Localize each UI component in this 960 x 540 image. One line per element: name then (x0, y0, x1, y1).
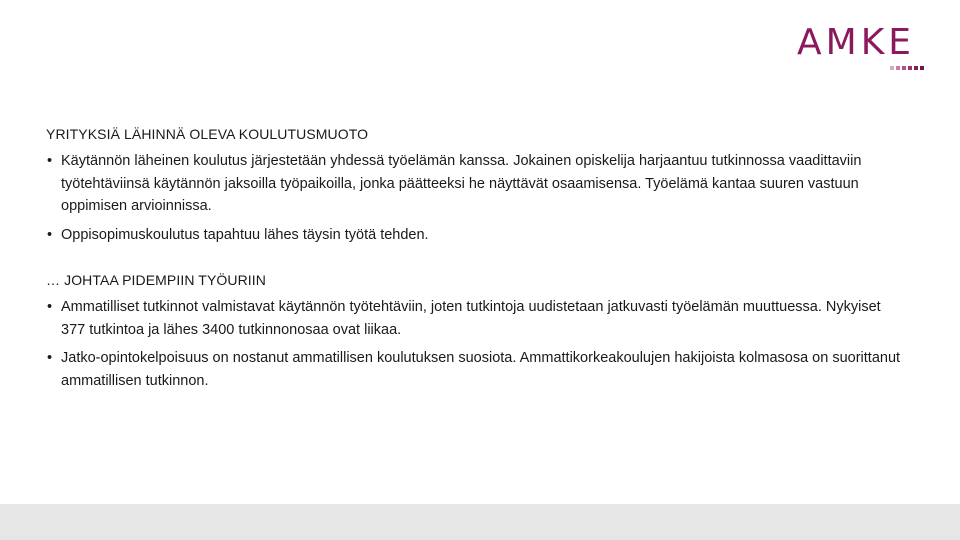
bullet-text: Ammatilliset tutkinnot valmistavat käytännön työtehtäviin, joten tutkintoja uudistetaan jatkuvasti työelämän muuttuessa. Nykyiset 377 tutkintoa ja lähes 3400 tutkinnonosaa ovat liikaa. (61, 299, 881, 338)
logo-bars-graphic (890, 66, 924, 70)
logo-bar (896, 66, 900, 70)
logo-wordmark: AMKE (797, 22, 916, 63)
bullet-dot: • (47, 350, 53, 366)
bullet-list (46, 296, 906, 392)
logo-bar (902, 66, 906, 70)
bullet-text: Jatko-opintokelpoisuus on nostanut ammatillisen koulutuksen suosiota. Ammattikorkeakoulujen hakijoista kolmasosa on suorittanut ammatillisen tutkinnon. (61, 350, 901, 389)
bullet-item (46, 150, 906, 218)
bullet-item (46, 296, 906, 341)
section-heading: YRITYKSIÄ LÄHINNÄ OLEVA KOULUTUSMUOTO (46, 126, 369, 142)
logo-bar (920, 66, 924, 70)
bullet-text: Oppisopimuskoulutus tapahtuu lähes täysin työtä tehden. (61, 226, 429, 243)
bullet-list (46, 150, 906, 246)
bullet-dot: • (47, 153, 53, 169)
amke-logo (797, 22, 927, 74)
footer-band (0, 504, 960, 540)
logo-bar (914, 66, 918, 70)
slide-content (46, 124, 906, 392)
logo-bar (890, 66, 894, 70)
bullet-text: Käytännön läheinen koulutus järjestetään yhdessä työelämän kanssa. Jokainen opiskelija harjaantuu tutkinnossa vaadittaviin työtehtäviinsä käytännön jaksoilla työpaikoilla, jonka päätteeksi he näyttävät osaamisensa. Työelämä kantaa suuren vastuun oppimisen arvioinnissa. (61, 153, 862, 214)
logo-bar (908, 66, 912, 70)
bullet-item (46, 224, 906, 247)
bullet-item (46, 347, 906, 392)
bullet-dot: • (47, 226, 53, 243)
bullet-dot: • (47, 299, 53, 315)
section-heading: … JOHTAA PIDEMPIIN TYÖURIIN (46, 272, 266, 288)
